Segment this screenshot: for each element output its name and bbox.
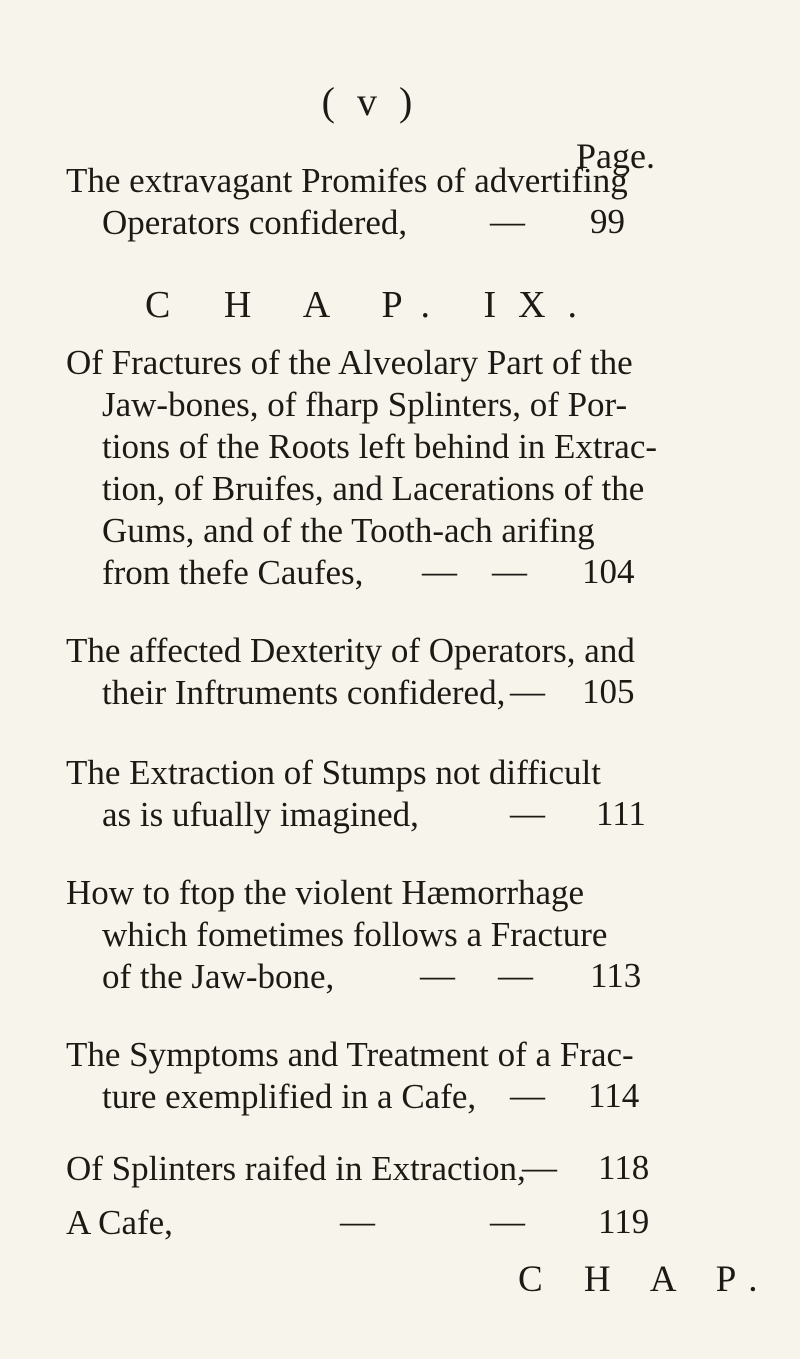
entry-page-number: 105 <box>582 672 635 711</box>
entry-line: The Extraction of Stumps not difficult <box>66 753 601 792</box>
entry-line: which fometimes follows a Fracture <box>102 915 608 954</box>
entry-page-number: 114 <box>588 1076 640 1115</box>
toc-entry <box>66 342 656 594</box>
entry-line: as is ufually imagined, <box>102 795 419 834</box>
entry-line: tion, of Bruifes, and Lacerations of the <box>102 469 645 508</box>
entry-line: Jaw-bones, of fharp Splinters, of Por- <box>102 385 628 424</box>
leader-dash: — <box>490 1202 525 1241</box>
toc-entry <box>66 160 656 244</box>
entry-line: tions of the Roots left behind in Extrac- <box>102 427 658 466</box>
entry-page-number: 118 <box>598 1148 650 1187</box>
entry-line: Of Splinters raifed in Extraction, <box>66 1149 526 1188</box>
toc-entry <box>66 872 656 998</box>
entry-page-number: 111 <box>596 794 646 833</box>
entry-line: How to ftop the violent Hæmorrhage <box>66 873 585 912</box>
entry-line: The extravagant Promifes of advertifing <box>66 161 628 200</box>
leader-dash: — <box>510 794 545 833</box>
entry-page-number: 113 <box>590 956 642 995</box>
leader-dash: — <box>420 956 455 995</box>
entry-line: ture exemplified in a Cafe, <box>102 1077 477 1116</box>
entry-line: The affected Dexterity of Operators, and <box>66 631 635 670</box>
leader-dash: — <box>422 552 457 591</box>
leader-dash: — <box>492 552 527 591</box>
chapter-heading: C H A P. IX. <box>145 284 600 326</box>
leader-dash: — <box>340 1202 375 1241</box>
toc-entry <box>66 630 656 714</box>
entry-page-number: 119 <box>598 1202 650 1241</box>
entry-line: Gums, and of the Tooth-ach arifing <box>102 511 595 550</box>
leader-dash: — <box>490 202 525 241</box>
entry-line: from thefe Caufes, <box>102 553 364 592</box>
page-column-label: Page. <box>576 136 655 176</box>
leader-dash: — <box>522 1148 557 1187</box>
page-number: ( v ) <box>321 79 419 124</box>
entry-line: their Inftruments confidered, <box>102 673 506 712</box>
toc-entry <box>66 1148 656 1190</box>
entry-page-number: 104 <box>582 552 635 591</box>
entry-line: The Symptoms and Treatment of a Frac- <box>66 1035 634 1074</box>
leader-dash: — <box>498 956 533 995</box>
entry-line: Operators confidered, <box>102 203 408 242</box>
toc-entry <box>66 1034 656 1118</box>
entry-line: of the Jaw-bone, <box>102 957 335 996</box>
catchword: C H A P. <box>518 1259 774 1300</box>
toc-entry <box>66 752 656 836</box>
entry-line: Of Fractures of the Alveolary Part of the <box>66 343 633 382</box>
leader-dash: — <box>510 672 545 711</box>
entry-page-number: 99 <box>590 202 625 241</box>
entry-line: A Cafe, <box>66 1203 173 1242</box>
leader-dash: — <box>510 1076 545 1115</box>
